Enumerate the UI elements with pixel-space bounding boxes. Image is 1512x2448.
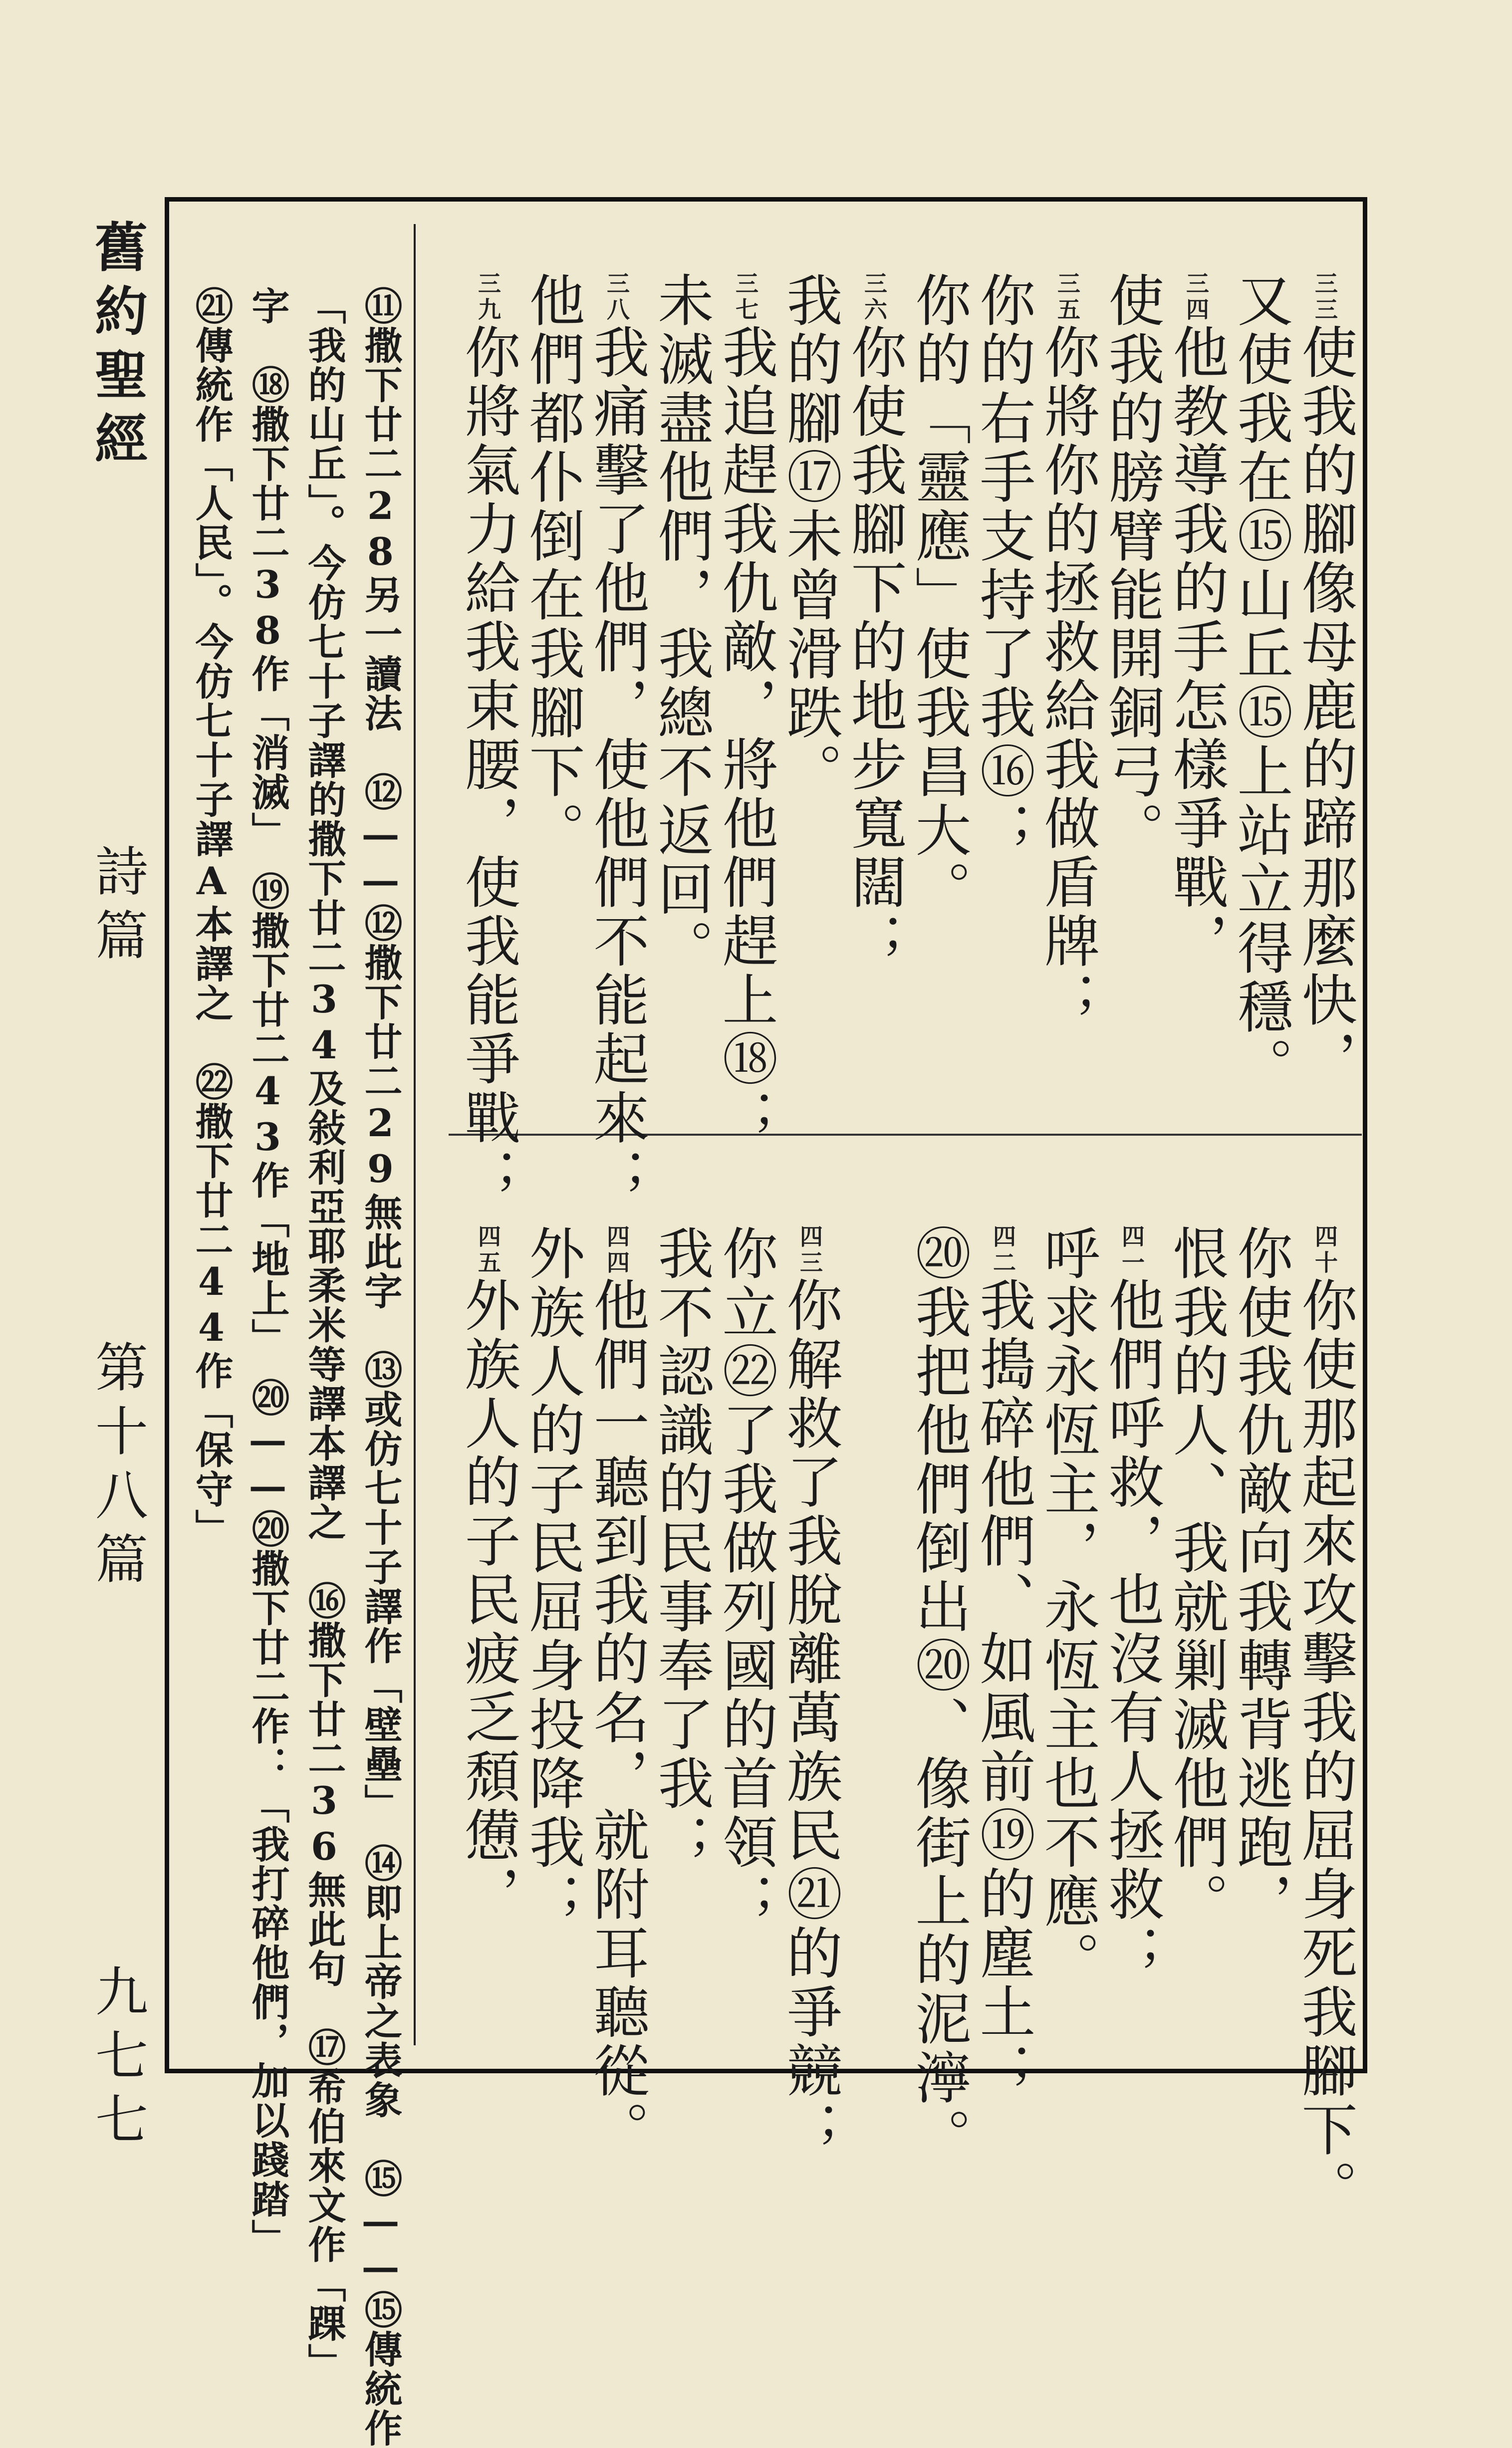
verse-text: 你的右手支持了我⑯； bbox=[971, 271, 1035, 860]
text-frame bbox=[165, 197, 1367, 2448]
verse-line bbox=[456, 1224, 520, 2043]
verse-line bbox=[971, 271, 1035, 1120]
footnote-divider bbox=[414, 224, 416, 2045]
verse-text: 我追趕我仇敵，將他們趕上⑱； bbox=[713, 323, 778, 1148]
verse-text: 你將氣力給我束腰，使我能爭戰； bbox=[456, 323, 520, 1207]
verse-text: 他們都仆倒在我腳下。 bbox=[520, 271, 585, 860]
verse-line bbox=[713, 1224, 777, 2043]
verse-text: 他們呼救，也沒有人拯救； bbox=[1099, 1276, 1164, 1983]
verse-text: 使我的膀臂能開銅弓。 bbox=[1099, 271, 1164, 860]
verse-text: 外族人的子民屈身投降我； bbox=[520, 1224, 585, 1931]
verse-text: 外族人的子民疲乏頹憊， bbox=[456, 1276, 520, 1924]
section-title: 詩篇 bbox=[87, 843, 148, 972]
verse-line bbox=[1292, 271, 1357, 1120]
verse-number: 三四 bbox=[1183, 271, 1210, 323]
verse-line bbox=[1035, 1224, 1099, 2043]
verse-text: 又使我在⑮山丘⑮上站立得穩。 bbox=[1228, 271, 1293, 1096]
verse-line bbox=[1228, 1224, 1292, 2043]
verse-line bbox=[584, 1224, 649, 2160]
verse-text: 你使我腳下的地步寬闊； bbox=[842, 323, 907, 971]
verse-text: 我的腳⑰未曾滑跌。 bbox=[777, 271, 842, 801]
verse-number: 四四 bbox=[603, 1224, 630, 1276]
verse-line bbox=[520, 271, 584, 1120]
footnote-line: 字 ⑱撒下廿二38作「消滅」 ⑲撒下廿二43作「地上」 ⑳——⑳撒下廿二作：「我打碎他們，加以踐踏」 bbox=[246, 286, 290, 2258]
verse-text: 你解救了我脫離萬族民㉑的爭競； bbox=[777, 1276, 842, 2160]
running-header bbox=[75, 220, 160, 2156]
verse-line bbox=[1099, 1224, 1164, 2043]
verse-line bbox=[906, 1224, 971, 2167]
verse-number: 四一 bbox=[1118, 1224, 1145, 1276]
verse-line bbox=[1164, 1224, 1228, 2043]
verse-number: 三六 bbox=[861, 271, 888, 323]
verse-text: 你立㉒了我做列國的首領； bbox=[713, 1224, 778, 1931]
verse-line bbox=[1292, 1224, 1357, 2218]
chapter-title: 第十八篇 bbox=[87, 1340, 148, 1596]
verse-number: 三五 bbox=[1054, 271, 1081, 323]
page-number: 九七七 bbox=[87, 1963, 148, 2156]
footnote-line: ⑪撒下廿二28另一讀法 ⑫——⑫撒下廿二29無此字 ⑬或仿七十子譯作「壁壘」 ⑭即上帝之表象 ⑮——⑮傳統作 bbox=[358, 286, 403, 2448]
verse-line bbox=[649, 271, 713, 1120]
verse-text: 你使我仇敵向我轉背逃跑， bbox=[1228, 1224, 1293, 1931]
footnote-line: ㉑傳統作「人民」。今仿七十子譯A本譯之 ㉒撒下廿二44作「保守」 bbox=[189, 286, 234, 1548]
verse-text: ⑳我把他們倒出⑳、像街上的泥濘。 bbox=[906, 1224, 971, 2167]
verse-text: 他們一聽到我的名，就附耳聽從。 bbox=[584, 1276, 649, 2160]
footnotes bbox=[179, 286, 409, 2448]
verse-line bbox=[649, 1224, 713, 2043]
verse-text: 你使那起來攻擊我的屈身死我腳下。 bbox=[1292, 1276, 1357, 2218]
verse-line bbox=[713, 271, 778, 1148]
verse-text: 我搗碎他們、如風前⑲的塵土； bbox=[971, 1276, 1035, 2101]
verse-text: 呼求永恆主，永恆主也不應。 bbox=[1035, 1224, 1100, 1990]
verse-text: 你的「靈應」使我昌大。 bbox=[906, 271, 971, 919]
verse-number: 三七 bbox=[732, 271, 759, 323]
verse-line bbox=[842, 271, 906, 1120]
verse-line bbox=[1164, 271, 1228, 1120]
verse-number: 三八 bbox=[603, 271, 630, 323]
verse-text: 我不認識的民事奉了我； bbox=[649, 1224, 714, 1872]
verse-text: 我痛擊了他們，使他們不能起來； bbox=[584, 323, 649, 1207]
verse-text: 你將你的拯救給我做盾牌； bbox=[1035, 323, 1100, 1030]
verse-line bbox=[842, 1224, 906, 2043]
verse-block-top bbox=[449, 271, 1357, 1207]
verse-line bbox=[906, 271, 971, 1120]
verse-line bbox=[1228, 271, 1292, 1120]
verse-line bbox=[584, 271, 649, 1207]
verse-line bbox=[456, 271, 520, 1207]
verse-number: 四二 bbox=[990, 1224, 1016, 1276]
verse-block-bottom bbox=[449, 1224, 1357, 2218]
verse-line bbox=[1035, 271, 1099, 1120]
footnote-line: 「我的山丘」。今仿七十子譯的撒下廿二34及敍利亞耶柔米等譯本譯之 ⑯撒下廿二36無此句 ⑰希伯來文作「踝」 bbox=[302, 286, 346, 2383]
verse-line bbox=[777, 1224, 842, 2160]
verse-number: 三九 bbox=[475, 271, 502, 323]
verse-line bbox=[1099, 271, 1164, 1120]
verse-text: 使我的腳像母鹿的蹄那麼快， bbox=[1292, 323, 1357, 1089]
verse-line bbox=[971, 1224, 1035, 2101]
book-title: 舊約聖經 bbox=[86, 220, 149, 475]
verse-text: 未滅盡他們，我總不返回。 bbox=[649, 271, 714, 978]
verse-line bbox=[520, 1224, 584, 2043]
verse-number: 四五 bbox=[475, 1224, 502, 1276]
verse-text: 恨我的人、我就剿滅他們。 bbox=[1164, 1224, 1229, 1931]
verse-line bbox=[777, 271, 842, 1120]
verse-text: 他教導我的手怎樣爭戰， bbox=[1164, 323, 1229, 971]
verse-number: 四十 bbox=[1311, 1224, 1338, 1276]
verse-number: 四三 bbox=[796, 1224, 823, 1276]
verse-number: 三三 bbox=[1311, 271, 1338, 323]
